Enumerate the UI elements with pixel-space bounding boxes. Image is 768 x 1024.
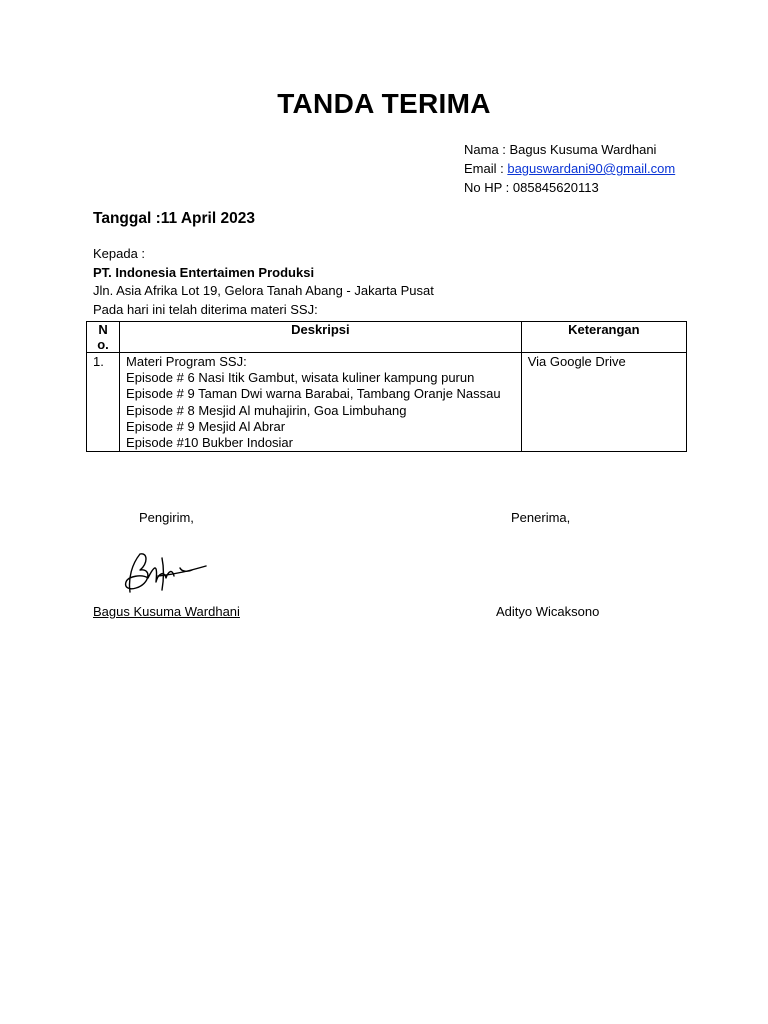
sender-email-row: [464, 159, 675, 178]
recipient-block: [93, 245, 434, 319]
header-deskripsi: Deskripsi: [120, 322, 522, 353]
sender-phone: No HP : 085845620113: [464, 180, 599, 195]
receiver-signature-name: Adityo Wicaksono: [496, 604, 600, 619]
email-label: Email :: [464, 161, 508, 176]
description-line: Materi Program SSJ:: [126, 354, 247, 369]
header-keterangan: Keterangan: [521, 322, 686, 353]
row-no: 1.: [87, 353, 120, 452]
recipient-label: Kepada :: [93, 246, 146, 261]
row-keterangan: Via Google Drive: [521, 353, 686, 452]
row-description: [120, 353, 522, 452]
intro-text: Pada hari ini telah diterima materi SSJ:: [93, 301, 318, 317]
sender-signature-label: Pengirim,: [139, 510, 194, 525]
recipient-company: PT. Indonesia Entertaimen Produksi: [93, 264, 315, 280]
description-line: Episode # 6 Nasi Itik Gambut, wisata kuliner kampung purun: [126, 370, 475, 386]
description-line: Episode #10 Bukber Indosiar: [126, 435, 293, 451]
description-line: Episode # 9 Mesjid Al Abrar: [126, 418, 286, 434]
recipient-address: Jln. Asia Afrika Lot 19, Gelora Tanah Abang - Jakarta Pusat: [93, 283, 434, 298]
sender-signature-name: Bagus Kusuma Wardhani: [93, 604, 240, 619]
document-title: TANDA TERIMA: [277, 88, 491, 119]
items-table: [86, 321, 687, 452]
receiver-signature-label: Penerima,: [511, 510, 571, 525]
description-line: Episode # 8 Mesjid Al muhajirin, Goa Limbuhang: [126, 402, 407, 418]
table-header-row: [87, 322, 687, 353]
table-row: [87, 353, 687, 452]
handwritten-signature: [118, 548, 210, 600]
email-link[interactable]: baguswardani90@gmail.com: [507, 161, 676, 176]
sender-info: [464, 140, 675, 197]
sender-name: Nama : Bagus Kusuma Wardhani: [464, 142, 657, 157]
header-no: No.: [87, 322, 120, 353]
description-line: Episode # 9 Taman Dwi warna Barabai, Tambang Oranje Nassau: [126, 386, 501, 402]
date-line: Tanggal :11 April 2023: [93, 210, 255, 227]
